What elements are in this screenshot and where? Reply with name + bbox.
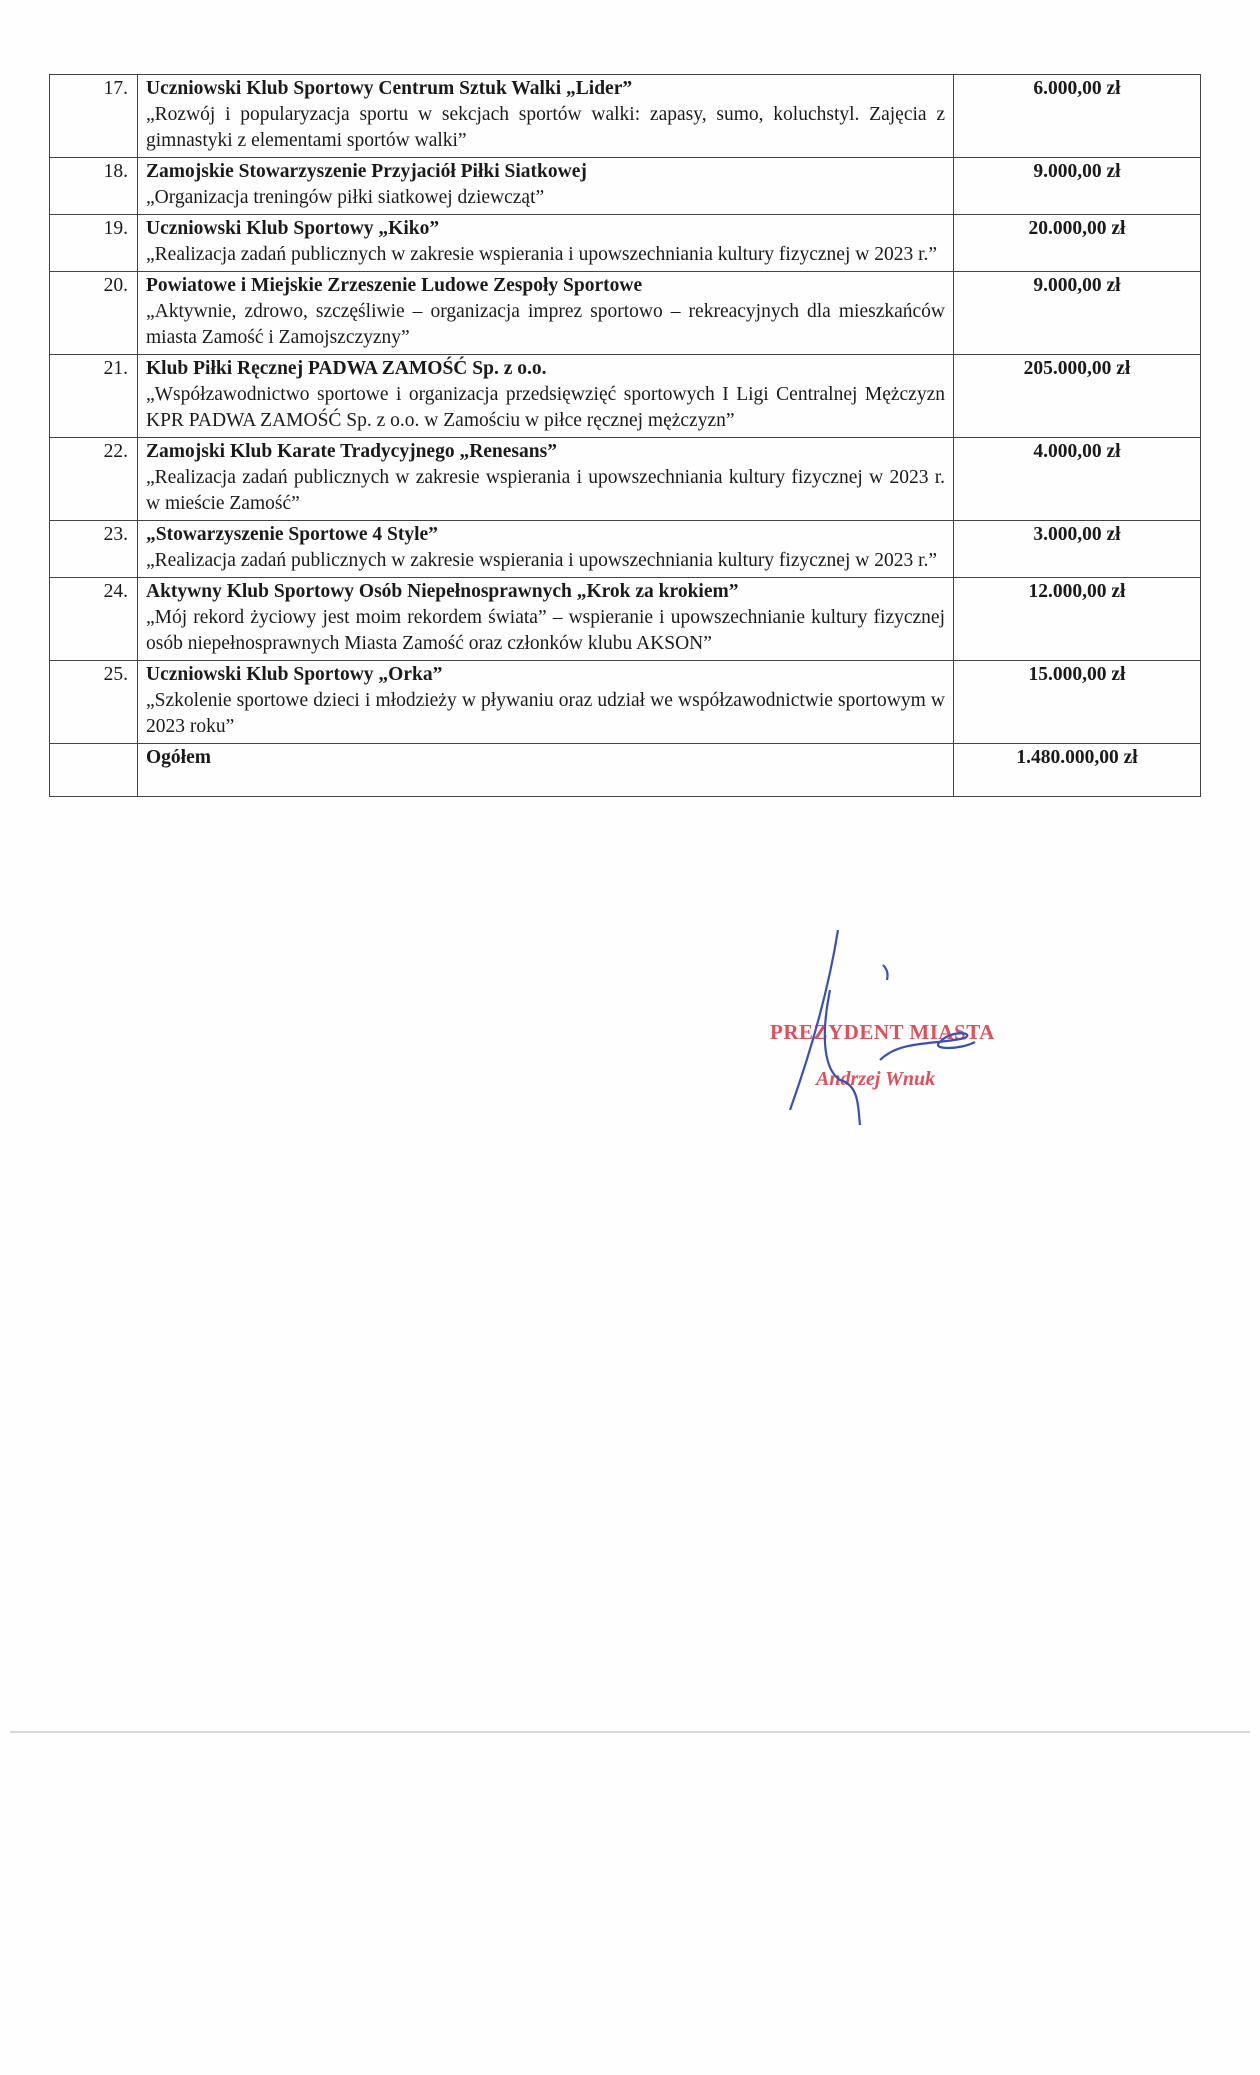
grant-amount: 15.000,00 zł xyxy=(954,661,1201,744)
stamp-name: Andrzej Wnuk xyxy=(816,1068,936,1090)
organization-name: Aktywny Klub Sportowy Osób Niepełnosprawnych „Krok za krokiem” xyxy=(146,581,739,602)
table-row xyxy=(50,355,1201,438)
table-row xyxy=(50,158,1201,215)
row-number: 22. xyxy=(50,438,138,521)
row-description xyxy=(138,661,954,744)
grants-table xyxy=(49,74,1201,797)
task-title: „Rozwój i popularyzacja sportu w sekcjach sportów walki: zapasy, sumo, koluchstyl. Zajęcia z gimnastyki z elementami sportów walki” xyxy=(146,104,945,151)
table-row xyxy=(50,272,1201,355)
row-number: 21. xyxy=(50,355,138,438)
task-title: „Realizacja zadań publicznych w zakresie wspierania i upowszechniania kultury fizycznej w 2023 r. w mieście Zamość” xyxy=(146,467,945,514)
grant-amount: 12.000,00 zł xyxy=(954,578,1201,661)
table-row xyxy=(50,75,1201,158)
row-number: 18. xyxy=(50,158,138,215)
organization-name: Uczniowski Klub Sportowy „Orka” xyxy=(146,664,443,685)
row-description xyxy=(138,158,954,215)
row-number: 19. xyxy=(50,215,138,272)
row-number: 20. xyxy=(50,272,138,355)
organization-name: Klub Piłki Ręcznej PADWA ZAMOŚĆ Sp. z o.o. xyxy=(146,358,547,379)
organization-name: Zamojskie Stowarzyszenie Przyjaciół Piłki Siatkowej xyxy=(146,161,587,182)
organization-name: Powiatowe i Miejskie Zrzeszenie Ludowe Zespoły Sportowe xyxy=(146,275,643,296)
row-description xyxy=(138,438,954,521)
row-description xyxy=(138,578,954,661)
organization-name: Zamojski Klub Karate Tradycyjnego „Renesans” xyxy=(146,441,557,462)
row-description xyxy=(138,355,954,438)
row-number: 23. xyxy=(50,521,138,578)
task-title: „Współzawodnictwo sportowe i organizacja przedsięwzięć sportowych I Ligi Centralnej Mężczyzn KPR PADWA ZAMOŚĆ Sp. z o.o. w Zamościu w piłce ręcznej mężczyzn” xyxy=(146,384,945,431)
row-description xyxy=(138,75,954,158)
task-title: „Organizacja treningów piłki siatkowej dziewcząt” xyxy=(146,187,545,208)
task-title: „Aktywnie, zdrowo, szczęśliwie – organizacja imprez sportowo – rekreacyjnych dla mieszkańców miasta Zamość i Zamojszczyzny” xyxy=(146,301,945,348)
task-title: „Realizacja zadań publicznych w zakresie wspierania i upowszechniania kultury fizycznej w 2023 r.” xyxy=(146,550,938,571)
total-number-cell xyxy=(50,744,138,797)
row-number: 17. xyxy=(50,75,138,158)
row-description xyxy=(138,215,954,272)
task-title: „Szkolenie sportowe dzieci i młodzieży w pływaniu oraz udział we współzawodnictwie sportowym w 2023 roku” xyxy=(146,690,945,737)
grant-amount: 9.000,00 zł xyxy=(954,272,1201,355)
total-label: Ogółem xyxy=(146,747,211,768)
grant-amount: 6.000,00 zł xyxy=(954,75,1201,158)
grant-amount: 3.000,00 zł xyxy=(954,521,1201,578)
row-number: 24. xyxy=(50,578,138,661)
organization-name: „Stowarzyszenie Sportowe 4 Style” xyxy=(146,524,438,545)
page-edge-line xyxy=(10,1731,1250,1733)
table-row xyxy=(50,438,1201,521)
total-label-cell xyxy=(138,744,954,797)
table-row xyxy=(50,661,1201,744)
organization-name: Uczniowski Klub Sportowy Centrum Sztuk Walki „Lider” xyxy=(146,78,633,99)
grant-amount: 4.000,00 zł xyxy=(954,438,1201,521)
grant-amount: 205.000,00 zł xyxy=(954,355,1201,438)
signature-stamp xyxy=(760,920,1060,1130)
table-row xyxy=(50,521,1201,578)
total-amount: 1.480.000,00 zł xyxy=(954,744,1201,797)
stamp-title: PREZYDENT MIASTA xyxy=(770,1020,995,1044)
task-title: „Realizacja zadań publicznych w zakresie wspierania i upowszechniania kultury fizycznej w 2023 r.” xyxy=(146,244,938,265)
handwritten-signature xyxy=(760,920,1060,1130)
table-row xyxy=(50,578,1201,661)
total-row xyxy=(50,744,1201,797)
grant-amount: 9.000,00 zł xyxy=(954,158,1201,215)
row-description xyxy=(138,272,954,355)
task-title: „Mój rekord życiowy jest moim rekordem świata” – wspieranie i upowszechnianie kultury fizycznej osób niepełnosprawnych Miasta Zamość oraz członków klubu AKSON” xyxy=(146,607,945,654)
row-description xyxy=(138,521,954,578)
table-row xyxy=(50,215,1201,272)
row-number: 25. xyxy=(50,661,138,744)
grant-amount: 20.000,00 zł xyxy=(954,215,1201,272)
organization-name: Uczniowski Klub Sportowy „Kiko” xyxy=(146,218,440,239)
